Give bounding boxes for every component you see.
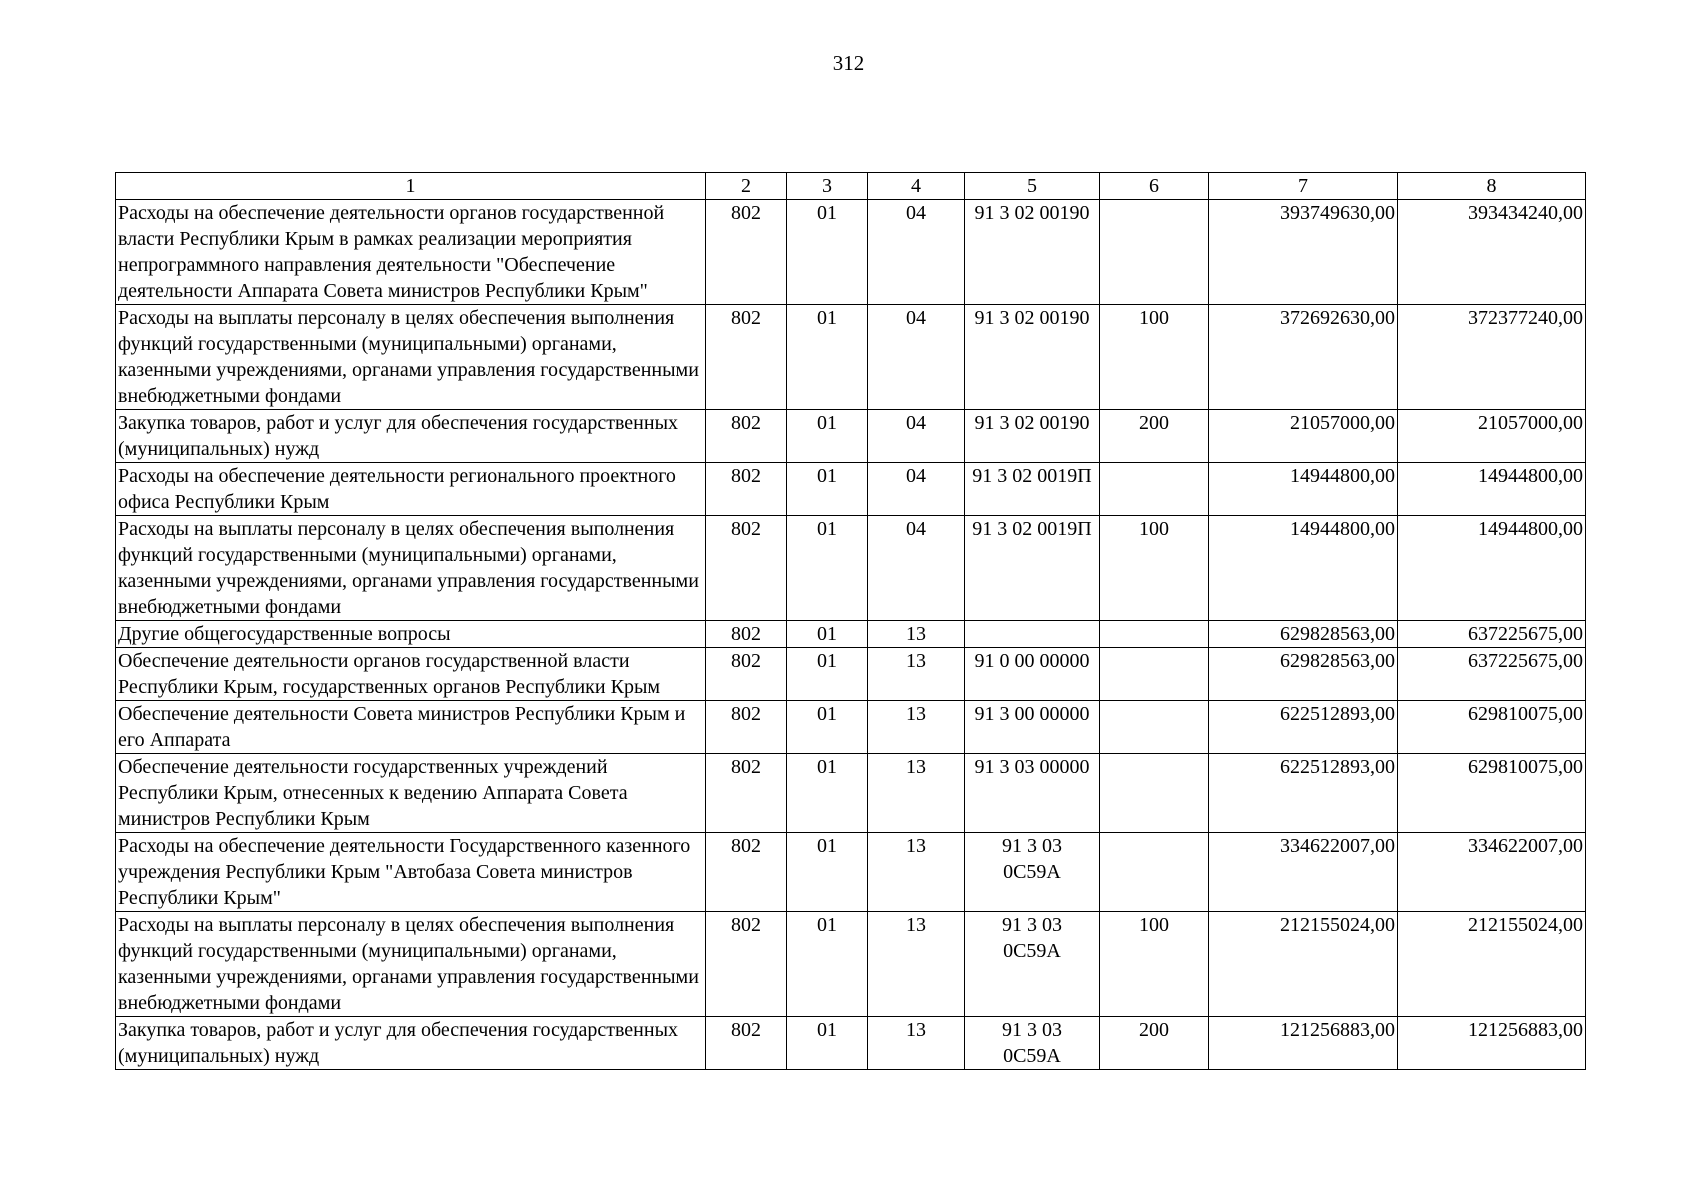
expense-name-cell: Обеспечение деятельности государственных учреждений Республики Крым, отнесенных к ведению Аппарата Совета министров Республики Крым	[116, 754, 706, 833]
subsection-code-cell: 13	[868, 754, 965, 833]
subsection-code-cell: 04	[868, 305, 965, 410]
amount-year2-cell: 14944800,00	[1398, 516, 1586, 621]
amount-year2-cell: 637225675,00	[1398, 648, 1586, 701]
expense-name-cell: Расходы на обеспечение деятельности регионального проектного офиса Республики Крым	[116, 463, 706, 516]
subsection-code-cell: 13	[868, 648, 965, 701]
amount-year1-cell: 334622007,00	[1209, 833, 1398, 912]
amount-year2-cell: 637225675,00	[1398, 621, 1586, 648]
amount-year1-cell: 121256883,00	[1209, 1017, 1398, 1070]
budget-table	[115, 172, 1586, 1070]
section-code-cell: 01	[787, 1017, 868, 1070]
target-article-cell: 91 3 03 00000	[965, 754, 1100, 833]
amount-year1-cell: 629828563,00	[1209, 621, 1398, 648]
amount-year2-cell: 121256883,00	[1398, 1017, 1586, 1070]
header-cell-5: 5	[965, 173, 1100, 200]
target-article-cell: 91 3 03 0С59А	[965, 912, 1100, 1017]
amount-year1-cell: 622512893,00	[1209, 754, 1398, 833]
expense-type-cell	[1100, 754, 1209, 833]
amount-year2-cell: 212155024,00	[1398, 912, 1586, 1017]
ministry-code-cell: 802	[706, 463, 787, 516]
section-code-cell: 01	[787, 305, 868, 410]
ministry-code-cell: 802	[706, 410, 787, 463]
target-article-cell: 91 3 02 00190	[965, 305, 1100, 410]
header-row	[116, 173, 1586, 200]
ministry-code-cell: 802	[706, 516, 787, 621]
expense-name-cell: Обеспечение деятельности органов государственной власти Республики Крым, государственных органов Республики Крым	[116, 648, 706, 701]
expense-type-cell: 100	[1100, 516, 1209, 621]
header-cell-7: 7	[1209, 173, 1398, 200]
target-article-cell: 91 3 03 0С59А	[965, 1017, 1100, 1070]
subsection-code-cell: 04	[868, 200, 965, 305]
table-row	[116, 305, 1586, 410]
expense-name-cell: Закупка товаров, работ и услуг для обеспечения государственных (муниципальных) нужд	[116, 1017, 706, 1070]
header-cell-4: 4	[868, 173, 965, 200]
table-row	[116, 701, 1586, 754]
expense-type-cell	[1100, 200, 1209, 305]
table-row	[116, 912, 1586, 1017]
target-article-cell: 91 3 02 00190	[965, 200, 1100, 305]
ministry-code-cell: 802	[706, 200, 787, 305]
ministry-code-cell: 802	[706, 1017, 787, 1070]
header-cell-1: 1	[116, 173, 706, 200]
amount-year1-cell: 622512893,00	[1209, 701, 1398, 754]
expense-name-cell: Расходы на выплаты персоналу в целях обеспечения выполнения функций государственными (муниципальными) органами, казенными учреждениями, органами управления государственными внебюджетными фондами	[116, 305, 706, 410]
target-article-cell: 91 3 02 0019П	[965, 516, 1100, 621]
amount-year1-cell: 372692630,00	[1209, 305, 1398, 410]
target-article-cell	[965, 621, 1100, 648]
subsection-code-cell: 04	[868, 463, 965, 516]
expense-name-cell: Расходы на выплаты персоналу в целях обеспечения выполнения функций государственными (муниципальными) органами, казенными учреждениями, органами управления государственными внебюджетными фондами	[116, 912, 706, 1017]
expense-type-cell	[1100, 463, 1209, 516]
section-code-cell: 01	[787, 912, 868, 1017]
amount-year2-cell: 21057000,00	[1398, 410, 1586, 463]
subsection-code-cell: 13	[868, 912, 965, 1017]
amount-year2-cell: 629810075,00	[1398, 754, 1586, 833]
subsection-code-cell: 13	[868, 701, 965, 754]
section-code-cell: 01	[787, 463, 868, 516]
target-article-cell: 91 3 02 00190	[965, 410, 1100, 463]
header-cell-8: 8	[1398, 173, 1586, 200]
page-number: 312	[832, 51, 865, 75]
expense-name-cell: Закупка товаров, работ и услуг для обеспечения государственных (муниципальных) нужд	[116, 410, 706, 463]
amount-year1-cell: 14944800,00	[1209, 463, 1398, 516]
target-article-cell: 91 3 02 0019П	[965, 463, 1100, 516]
ministry-code-cell: 802	[706, 701, 787, 754]
table-row	[116, 200, 1586, 305]
expense-type-cell	[1100, 648, 1209, 701]
table-row	[116, 621, 1586, 648]
table-row	[116, 410, 1586, 463]
header-cell-2: 2	[706, 173, 787, 200]
header-cell-6: 6	[1100, 173, 1209, 200]
expense-type-cell: 100	[1100, 912, 1209, 1017]
ministry-code-cell: 802	[706, 833, 787, 912]
table-row	[116, 648, 1586, 701]
header-cell-3: 3	[787, 173, 868, 200]
amount-year2-cell: 14944800,00	[1398, 463, 1586, 516]
expense-type-cell	[1100, 833, 1209, 912]
amount-year1-cell: 393749630,00	[1209, 200, 1398, 305]
amount-year2-cell: 629810075,00	[1398, 701, 1586, 754]
expense-name-cell: Обеспечение деятельности Совета министров Республики Крым и его Аппарата	[116, 701, 706, 754]
ministry-code-cell: 802	[706, 912, 787, 1017]
target-article-cell: 91 3 00 00000	[965, 701, 1100, 754]
subsection-code-cell: 13	[868, 1017, 965, 1070]
expense-type-cell: 200	[1100, 410, 1209, 463]
amount-year1-cell: 21057000,00	[1209, 410, 1398, 463]
expense-type-cell	[1100, 701, 1209, 754]
ministry-code-cell: 802	[706, 754, 787, 833]
target-article-cell: 91 0 00 00000	[965, 648, 1100, 701]
amount-year1-cell: 14944800,00	[1209, 516, 1398, 621]
expense-name-cell: Другие общегосударственные вопросы	[116, 621, 706, 648]
expense-type-cell: 100	[1100, 305, 1209, 410]
expense-name-cell: Расходы на выплаты персоналу в целях обеспечения выполнения функций государственными (муниципальными) органами, казенными учреждениями, органами управления государственными внебюджетными фондами	[116, 516, 706, 621]
subsection-code-cell: 04	[868, 516, 965, 621]
section-code-cell: 01	[787, 516, 868, 621]
table-row	[116, 833, 1586, 912]
target-article-cell: 91 3 03 0С59А	[965, 833, 1100, 912]
expense-name-cell: Расходы на обеспечение деятельности Государственного казенного учреждения Республики Крым "Автобаза Совета министров Республики Крым"	[116, 833, 706, 912]
section-code-cell: 01	[787, 648, 868, 701]
expense-name-cell: Расходы на обеспечение деятельности органов государственной власти Республики Крым в рамках реализации мероприятия непрограммного направления деятельности "Обеспечение деятельности Аппарата Совета министров Республики Крым"	[116, 200, 706, 305]
table-row	[116, 463, 1586, 516]
subsection-code-cell: 04	[868, 410, 965, 463]
amount-year1-cell: 629828563,00	[1209, 648, 1398, 701]
section-code-cell: 01	[787, 833, 868, 912]
expense-type-cell	[1100, 621, 1209, 648]
amount-year1-cell: 212155024,00	[1209, 912, 1398, 1017]
table-row	[116, 1017, 1586, 1070]
subsection-code-cell: 13	[868, 621, 965, 648]
amount-year2-cell: 393434240,00	[1398, 200, 1586, 305]
section-code-cell: 01	[787, 754, 868, 833]
ministry-code-cell: 802	[706, 621, 787, 648]
table-body	[116, 200, 1586, 1070]
expense-type-cell: 200	[1100, 1017, 1209, 1070]
amount-year2-cell: 334622007,00	[1398, 833, 1586, 912]
ministry-code-cell: 802	[706, 305, 787, 410]
ministry-code-cell: 802	[706, 648, 787, 701]
section-code-cell: 01	[787, 701, 868, 754]
section-code-cell: 01	[787, 410, 868, 463]
amount-year2-cell: 372377240,00	[1398, 305, 1586, 410]
section-code-cell: 01	[787, 621, 868, 648]
table-row	[116, 516, 1586, 621]
section-code-cell: 01	[787, 200, 868, 305]
subsection-code-cell: 13	[868, 833, 965, 912]
table-row	[116, 754, 1586, 833]
